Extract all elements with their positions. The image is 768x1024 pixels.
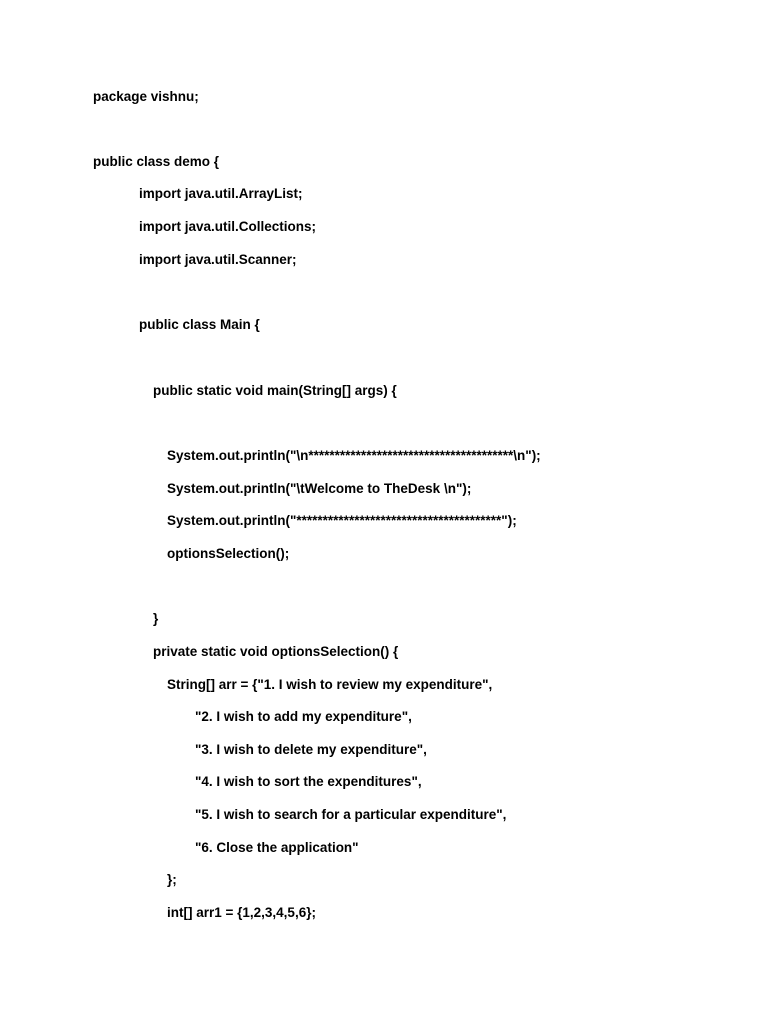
code-line-option-5: "5. I wish to search for a particular expenditure", [195, 807, 507, 822]
code-line-import-collections: import java.util.Collections; [139, 219, 317, 234]
code-line-println-stars: System.out.println("***************************************"); [167, 513, 517, 528]
code-line-close-brace: } [153, 611, 159, 626]
code-line-package: package vishnu; [93, 89, 199, 104]
code-line-option-6: "6. Close the application" [195, 840, 359, 855]
code-line-println-stars-newline: System.out.println("\n***************************************\n"); [167, 448, 541, 463]
code-line-import-scanner: import java.util.Scanner; [139, 252, 297, 267]
code-line-println-welcome: System.out.println("\tWelcome to TheDesk \n"); [167, 481, 472, 496]
code-line-class-demo: public class demo { [93, 154, 220, 169]
code-line-option-3: "3. I wish to delete my expenditure", [195, 742, 427, 757]
code-line-import-arraylist: import java.util.ArrayList; [139, 186, 303, 201]
code-line-string-array: String[] arr = {"1. I wish to review my expenditure", [167, 677, 493, 692]
code-line-option-4: "4. I wish to sort the expenditures", [195, 774, 422, 789]
code-line-int-array: int[] arr1 = {1,2,3,4,5,6}; [167, 905, 316, 920]
code-line-main-method: public static void main(String[] args) { [153, 383, 397, 398]
code-line-options-method: private static void optionsSelection() { [153, 644, 399, 659]
code-line-option-2: "2. I wish to add my expenditure", [195, 709, 412, 724]
code-line-array-close: }; [167, 872, 177, 887]
code-line-options-call: optionsSelection(); [167, 546, 290, 561]
code-line-class-main: public class Main { [139, 317, 260, 332]
